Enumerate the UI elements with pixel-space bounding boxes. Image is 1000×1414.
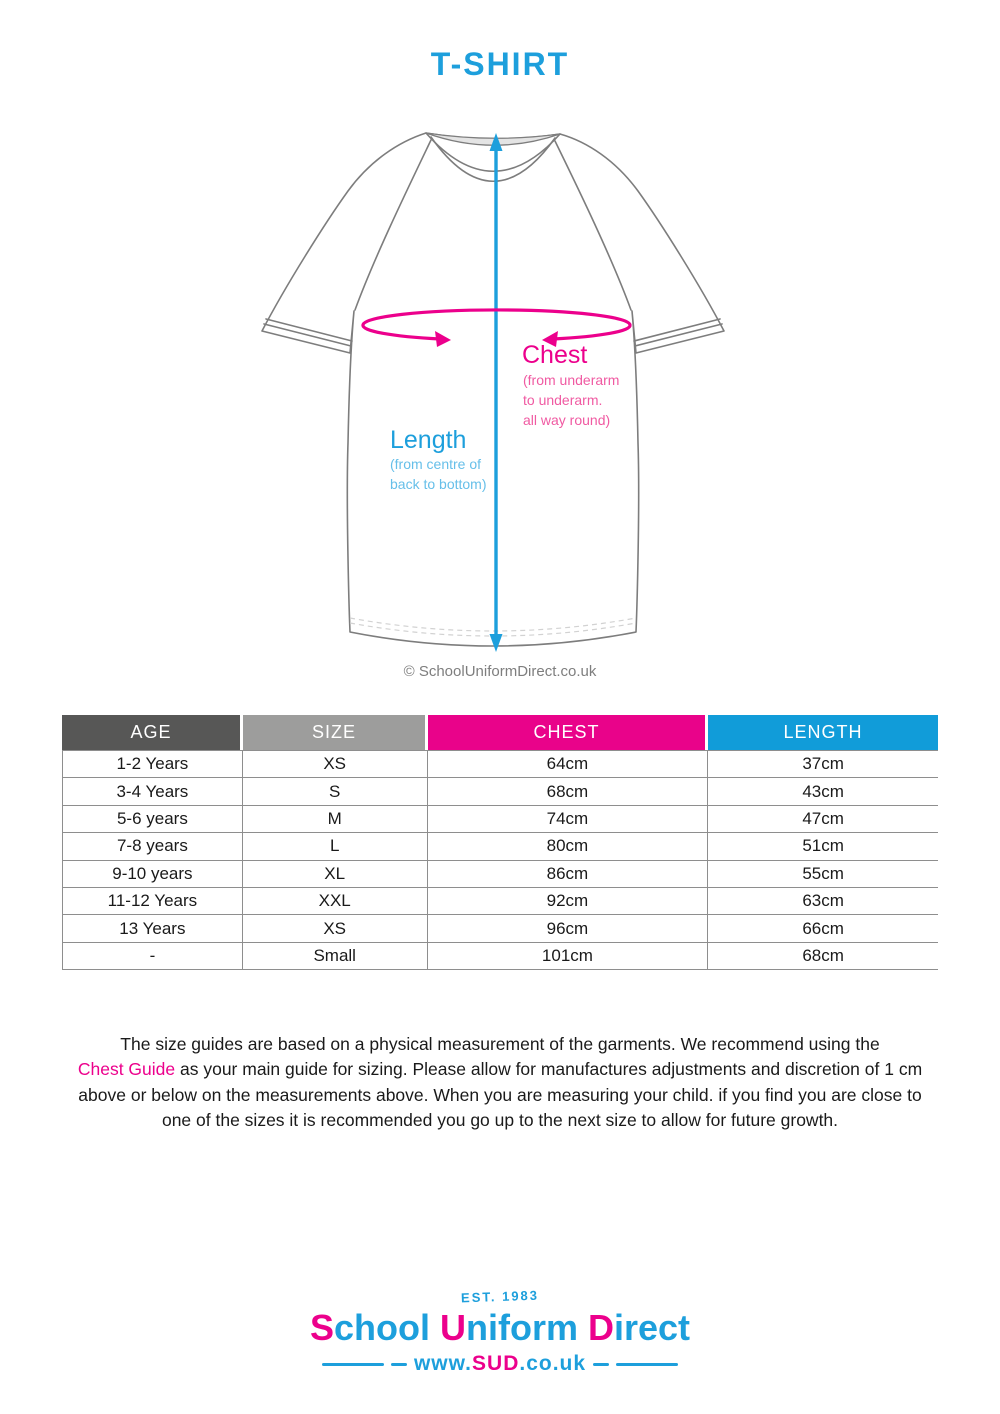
brand-letter-group: U [439, 1307, 466, 1348]
table-cell: 74cm [428, 806, 709, 832]
table-header-row [62, 715, 938, 750]
length-sublabel-2: back to bottom) [390, 476, 487, 492]
table-cell: 80cm [428, 833, 709, 859]
table-cell: 11-12 Years [63, 888, 243, 914]
table-cell: M [243, 806, 428, 832]
brand-letter-group: D [588, 1307, 614, 1348]
table-cell: XXL [243, 888, 428, 914]
chest-sublabel-2: to underarm. [523, 392, 603, 408]
table-cell: 7-8 years [63, 833, 243, 859]
est-text: EST. 1983 [460, 1287, 540, 1306]
table-row [63, 833, 938, 860]
table-cell: L [243, 833, 428, 859]
table-cell: 64cm [428, 751, 709, 777]
brand-letter-group [578, 1307, 588, 1348]
table-cell: 55cm [802, 863, 844, 883]
url-mid: SUD [472, 1352, 520, 1375]
table-cell: - [63, 943, 243, 969]
dash-line [391, 1363, 407, 1366]
tshirt-diagram [250, 113, 750, 658]
table-cell: 5-6 years [63, 806, 243, 832]
table-cell: 1-2 Years [63, 751, 243, 777]
length-sublabel-1: (from centre of [390, 456, 482, 472]
note-line-2: as your main guide for sizing. Please allow for manufactures adjustments and discretion of 1 cm [175, 1059, 923, 1079]
shirt-outline [262, 133, 724, 646]
table-cell: 68cm [802, 945, 844, 965]
table-header-size: SIZE [243, 715, 425, 750]
table-cell: 96cm [428, 915, 709, 941]
table-cell: XS [243, 915, 428, 941]
table-cell: 43cm [802, 781, 844, 801]
table-cell: 63cm [802, 891, 844, 911]
dash-line [616, 1363, 678, 1366]
copyright-text: © SchoolUniformDirect.co.uk [403, 663, 597, 680]
table-row [63, 778, 938, 805]
brand-letter-group: chool [333, 1307, 430, 1348]
size-note [60, 1032, 940, 1134]
page-title: T-SHIRT [430, 46, 570, 82]
table-cell: 66cm [802, 918, 844, 938]
brand-letter-group: niform [465, 1307, 578, 1348]
table-header-length: LENGTH [708, 715, 938, 750]
table-cell: XS [243, 751, 428, 777]
brand-url [414, 1352, 586, 1376]
brand-letter-group [430, 1307, 440, 1348]
chest-sublabel-1: (from underarm [523, 372, 620, 388]
dash-line [593, 1363, 609, 1366]
url-pre: www. [413, 1352, 473, 1375]
dash-line [322, 1363, 384, 1366]
url-post: .co.uk [519, 1352, 587, 1375]
chest-guide-link[interactable]: Chest Guide [77, 1059, 176, 1079]
brand-text [0, 1307, 1000, 1349]
brand-logo [0, 1288, 1000, 1376]
note-line-4: one of the sizes it is recommended you go up to the next size to allow for future growth. [161, 1110, 839, 1130]
table-row [63, 888, 938, 915]
size-table [62, 715, 938, 970]
table-cell: 51cm [802, 836, 844, 856]
table-row [63, 915, 938, 942]
table-header-age: AGE [62, 715, 240, 750]
brand-letter-group: irect [614, 1307, 691, 1348]
table-row [63, 943, 938, 970]
table-cell: S [243, 778, 428, 804]
table-row [63, 861, 938, 888]
length-label: Length [390, 426, 467, 454]
table-cell: 13 Years [63, 915, 243, 941]
table-cell: 101cm [428, 943, 709, 969]
table-cell: 3-4 Years [63, 778, 243, 804]
table-cell: 86cm [428, 861, 709, 887]
table-cell: 92cm [428, 888, 709, 914]
table-cell: 9-10 years [63, 861, 243, 887]
chest-label: Chest [522, 341, 588, 369]
table-header-chest: CHEST [428, 715, 705, 750]
table-cell: Small [243, 943, 428, 969]
note-line-3: above or below on the measurements above. When you are measuring your child. if you find you are close to [78, 1084, 922, 1105]
table-cell: XL [243, 861, 428, 887]
table-row [63, 751, 938, 778]
table-body [62, 750, 938, 970]
table-cell: 68cm [428, 778, 709, 804]
chest-sublabel-3: all way round) [523, 412, 611, 428]
brand-letter-group: S [309, 1307, 334, 1348]
note-line-1: The size guides are based on a physical measurement of the garments. We recommend using the [120, 1033, 880, 1054]
brand-url-row [0, 1352, 1000, 1376]
table-row [63, 806, 938, 833]
table-cell: 47cm [802, 808, 844, 828]
table-cell: 37cm [802, 754, 844, 774]
